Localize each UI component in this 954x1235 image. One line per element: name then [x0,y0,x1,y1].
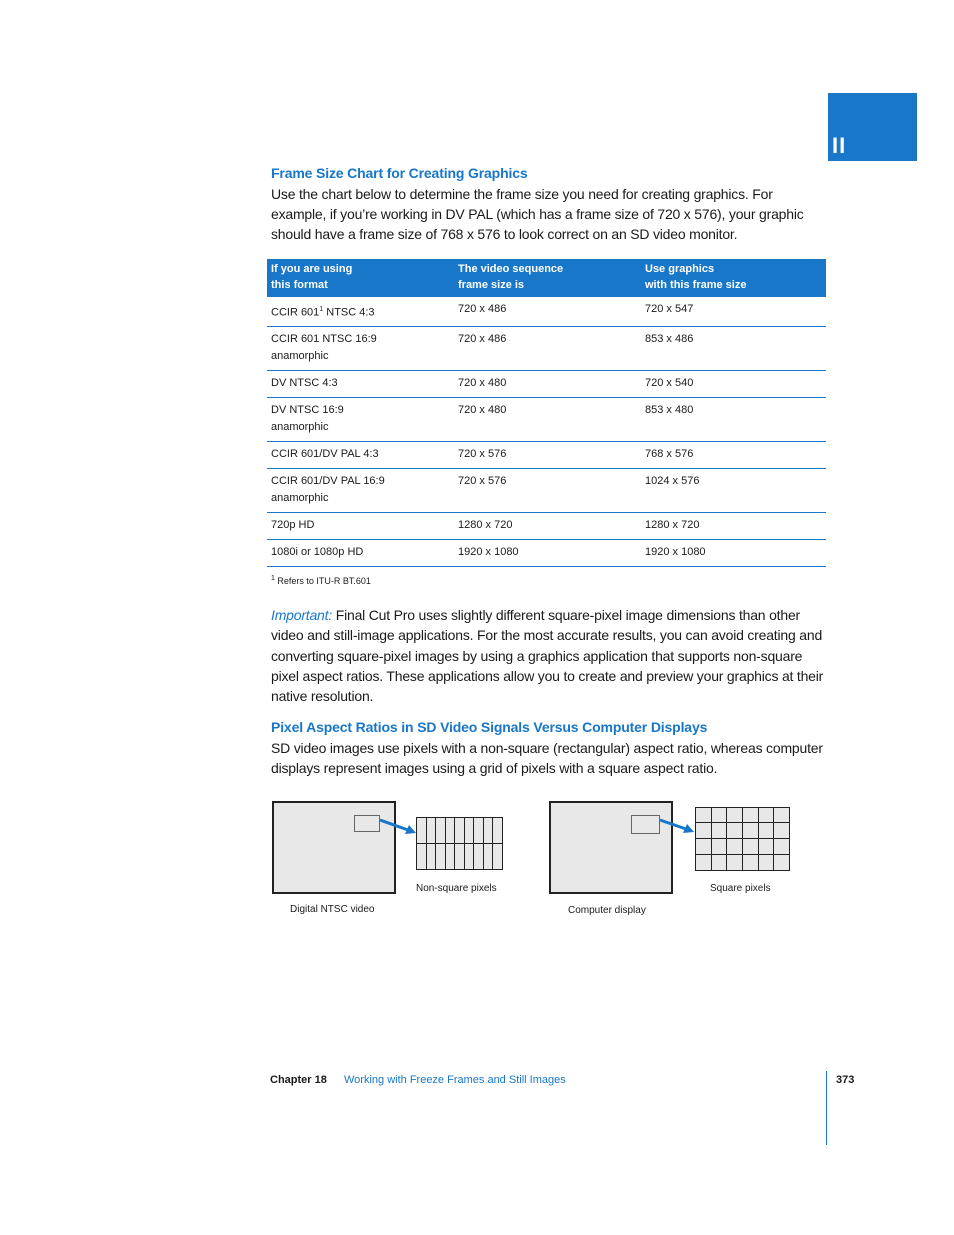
pixel-cell [759,823,774,838]
column-header-line: The video sequence [458,262,564,275]
format-cell [267,371,454,398]
sequence-size-cell: 720 x 576 [454,469,641,513]
column-header-line: with this frame size [645,279,747,292]
column-header-line: If you are using [271,262,353,275]
square-pixels-caption: Square pixels [710,882,771,894]
column-header-line: this format [271,279,328,292]
square-pixel-grid [695,807,790,871]
section-body-pixel-aspect: SD video images use pixels with a non-square (rectangular) aspect ratio, whereas computer displays represent images using a grid of pixels with a square aspect ratio. [271,740,823,777]
footnote-text: Refers to ITU-R BT.601 [274,576,371,587]
format-text: CCIR 601 NTSC 16:9 [271,333,377,346]
table-row [267,297,826,327]
column-header-line: frame size is [458,279,525,292]
graphics-size-cell: 1280 x 720 [641,513,826,540]
table-row [267,469,826,513]
pixel-cell [696,823,711,838]
non-square-pixel-grid [416,817,503,870]
table-row [267,540,826,567]
sequence-size-cell: 720 x 480 [454,371,641,398]
display-zoom-region [631,815,660,834]
sequence-size-cell: 720 x 486 [454,297,641,327]
format-cell [267,327,454,371]
pixel-cell [774,808,789,823]
section-body-frame-size: Use the chart below to determine the frame size you need for creating graphics. For example, if you’re working in DV PAL (which has a frame size of 720 x 576), your graphic should have a frame size of 768 x 576 to look correct on an SD video monitor. [271,186,804,243]
footer-divider [826,1071,827,1145]
format-text: DV NTSC 16:9 [271,404,344,417]
graphics-size-cell: 853 x 486 [641,327,826,371]
pixel-cell [465,818,474,843]
pixel-cell [436,818,445,843]
column-header [267,259,454,297]
format-cell [267,469,454,513]
pixel-cell [427,818,436,843]
pixel-cell [446,844,455,869]
arrow-icon [378,817,420,837]
text-column [271,164,827,929]
section-heading-frame-size: Frame Size Chart for Creating Graphics [271,165,528,181]
page-number: 373 [836,1074,855,1086]
sequence-size-cell: 1280 x 720 [454,513,641,540]
pixel-cell [493,844,502,869]
pixel-cell [474,818,483,843]
pixel-cell [493,818,502,843]
graphics-size-cell: 720 x 547 [641,297,826,327]
part-tab [828,93,917,161]
column-header-line: Use graphics [645,262,715,275]
sequence-size-cell: 720 x 486 [454,327,641,371]
pixel-aspect-figure [271,801,827,929]
pixel-cell [455,844,464,869]
format-cell [267,442,454,469]
format-text: DV NTSC 4:3 [271,377,338,390]
graphics-size-cell: 1920 x 1080 [641,540,826,567]
pixel-cell [484,818,493,843]
pixel-cell [759,839,774,854]
table-row [267,398,826,442]
non-square-pixels-caption: Non-square pixels [416,882,497,894]
pixel-cell [727,823,742,838]
format-text: CCIR 601 [271,306,320,319]
pixel-cell [712,808,727,823]
format-cell [267,540,454,567]
ntsc-zoom-region [354,815,380,832]
column-header [641,259,826,297]
pixel-cell [743,808,758,823]
pixel-cell [727,839,742,854]
graphics-size-cell: 1024 x 576 [641,469,826,513]
pixel-cell [727,808,742,823]
format-cell [267,297,454,327]
sequence-size-cell: 1920 x 1080 [454,540,641,567]
format-subtext: anamorphic [271,492,329,505]
format-subtext: anamorphic [271,421,329,434]
pixel-cell [743,823,758,838]
pixel-cell [696,839,711,854]
footer-chapter-title[interactable]: Working with Freeze Frames and Still Images [344,1074,566,1086]
format-text-rest: NTSC 4:3 [323,306,375,319]
footnote-ref: 1 [319,305,324,313]
format-text: 1080i or 1080p HD [271,546,364,559]
computer-display-caption: Computer display [568,904,646,916]
format-subtext: anamorphic [271,350,329,363]
pixel-cell [474,844,483,869]
format-cell [267,513,454,540]
pixel-cell [774,823,789,838]
sequence-size-cell: 720 x 576 [454,442,641,469]
pixel-cell [743,855,758,870]
pixel-cell [774,839,789,854]
important-text: Final Cut Pro uses slightly different square-pixel image dimensions than other video and still-image applications. For the most accurate results, you can avoid creating and converting square-pixel images by using a graphics application that supports non-square pixel aspect ratios. These applications allow you to create and preview your graphics at their native resolution. [271,607,824,705]
pixel-cell [727,855,742,870]
section-heading-pixel-aspect: Pixel Aspect Ratios in SD Video Signals Versus Computer Displays [271,719,708,736]
pixel-cell [696,855,711,870]
pixel-cell [774,855,789,870]
pixel-cell [455,818,464,843]
part-number: II [832,133,847,158]
important-note [271,605,827,706]
pixel-cell [712,839,727,854]
format-cell [267,398,454,442]
pixel-cell [712,823,727,838]
pixel-cell [759,855,774,870]
pixel-cell [436,844,445,869]
graphics-size-cell: 768 x 576 [641,442,826,469]
footnote [271,573,827,587]
important-label: Important: [271,607,333,624]
pixel-cell [417,844,426,869]
pixel-cell [484,844,493,869]
pixel-cell [417,818,426,843]
pixel-cell [465,844,474,869]
sequence-size-cell: 720 x 480 [454,398,641,442]
format-text: 720p HD [271,519,315,532]
table-row [267,371,826,398]
ntsc-video-caption: Digital NTSC video [290,903,375,915]
footer-chapter: Chapter 18 [270,1074,327,1086]
graphics-size-cell: 720 x 540 [641,371,826,398]
graphics-size-cell: 853 x 480 [641,398,826,442]
pixel-cell [427,844,436,869]
table-row [267,442,826,469]
pixel-cell [696,808,711,823]
table-row [267,513,826,540]
pixel-cell [446,818,455,843]
pixel-cell [743,839,758,854]
table-row [267,327,826,371]
arrow-icon [658,817,698,837]
frame-size-table [267,259,826,568]
footnote-mark: 1 [271,575,275,583]
pixel-cell [712,855,727,870]
format-text: CCIR 601/DV PAL 4:3 [271,448,379,461]
column-header [454,259,641,297]
pixel-cell [759,808,774,823]
format-text: CCIR 601/DV PAL 16:9 [271,475,385,488]
